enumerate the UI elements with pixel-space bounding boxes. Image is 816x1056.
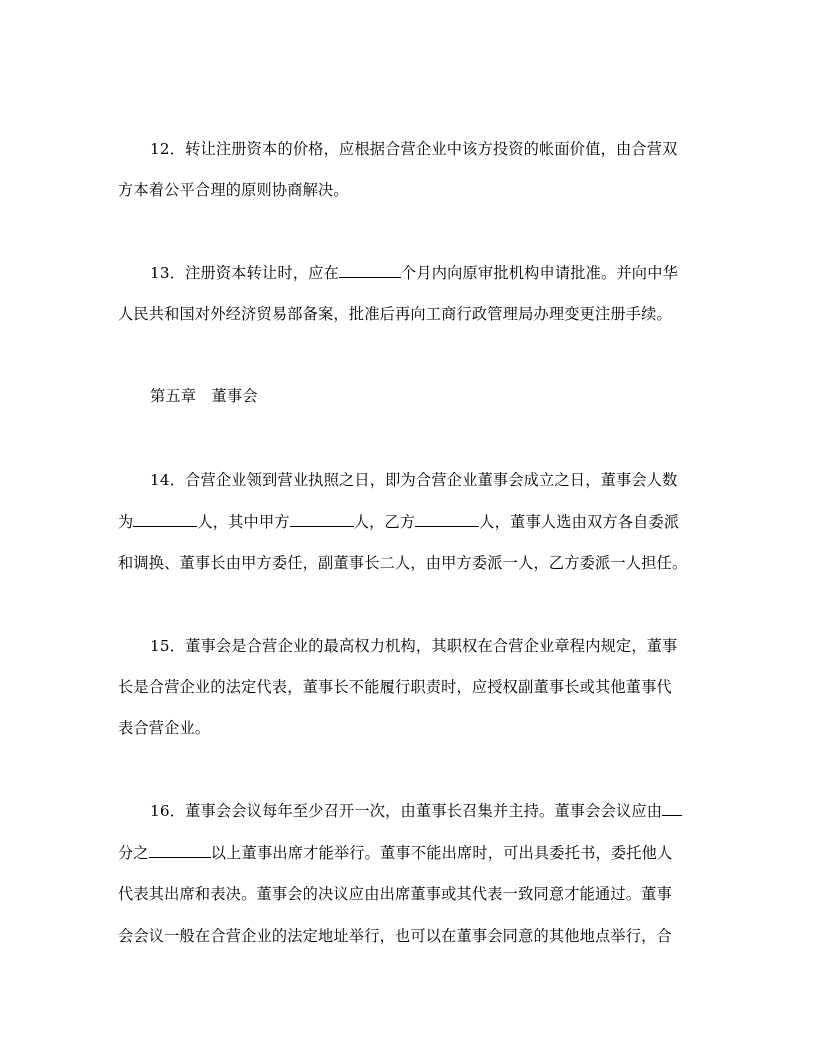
clause-14-line-2 bbox=[118, 512, 702, 532]
clause-13-text-a: 13．注册资本转让时，应在 bbox=[150, 264, 339, 282]
clause-13-line-1 bbox=[150, 263, 734, 283]
clause-16-text-b: 分之 bbox=[118, 844, 149, 862]
clause-14-text-a: 为 bbox=[118, 513, 134, 531]
clause-16-line-3: 代表其出席和表决。董事会的决议应由出席董事或其代表一致同意才能通过。董事 bbox=[118, 885, 672, 903]
chapter-5-heading: 第五章 董事会 bbox=[150, 387, 258, 405]
clause-13-text-b: 个月内向原审批机构申请批准。并向中华 bbox=[401, 264, 678, 282]
fraction-denominator-blank[interactable] bbox=[662, 801, 682, 816]
party-b-directors-blank[interactable] bbox=[415, 512, 479, 527]
clause-14-line-1: 14．合营企业领到营业执照之日，即为合营企业董事会成立之日，董事会人数 bbox=[150, 471, 678, 489]
clause-14-text-b: 人，其中甲方 bbox=[197, 513, 290, 531]
clause-14-text-c: 人，乙方 bbox=[353, 513, 416, 531]
clause-16-text-a: 16．董事会会议每年至少召开一次，由董事长召集并主持。董事会会议应由 bbox=[150, 802, 663, 820]
months-blank[interactable] bbox=[339, 263, 401, 278]
clause-16-line-2 bbox=[118, 843, 702, 863]
party-a-directors-blank[interactable] bbox=[290, 512, 354, 527]
fraction-numerator-blank[interactable] bbox=[149, 843, 211, 858]
clause-14-line-3: 和调换、董事长由甲方委任，副董事长二人，由甲方委派一人，乙方委派一人担任。 bbox=[118, 554, 688, 572]
clause-14-text-d: 人，董事人选由双方各自委派 bbox=[479, 513, 680, 531]
clause-12-line-2: 方本着公平合理的原则协商解决。 bbox=[118, 181, 349, 199]
clause-15-line-3: 表合营企业。 bbox=[118, 719, 211, 737]
clause-16-line-1 bbox=[150, 801, 734, 821]
clause-15-line-2: 长是合营企业的法定代表，董事长不能履行职责时，应授权副董事长或其他董事代 bbox=[118, 678, 672, 696]
clause-15-line-1: 15．董事会是合营企业的最高权力机构，其职权在合营企业章程内规定，董事 bbox=[150, 637, 678, 655]
clause-12-line-1: 12．转让注册资本的价格，应根据合营企业中该方投资的帐面价值，由合营双 bbox=[150, 140, 678, 158]
board-total-blank[interactable] bbox=[133, 512, 197, 527]
clause-16-line-4: 会会议一般在合营企业的法定地址举行，也可以在董事会同意的其他地点举行，合 bbox=[118, 927, 672, 945]
clause-13-line-2: 人民共和国对外经济贸易部备案，批准后再向工商行政管理局办理变更注册手续。 bbox=[118, 305, 672, 323]
clause-16-text-c: 以上董事出席才能举行。董事不能出席时，可出具委托书，委托他人 bbox=[210, 844, 673, 862]
